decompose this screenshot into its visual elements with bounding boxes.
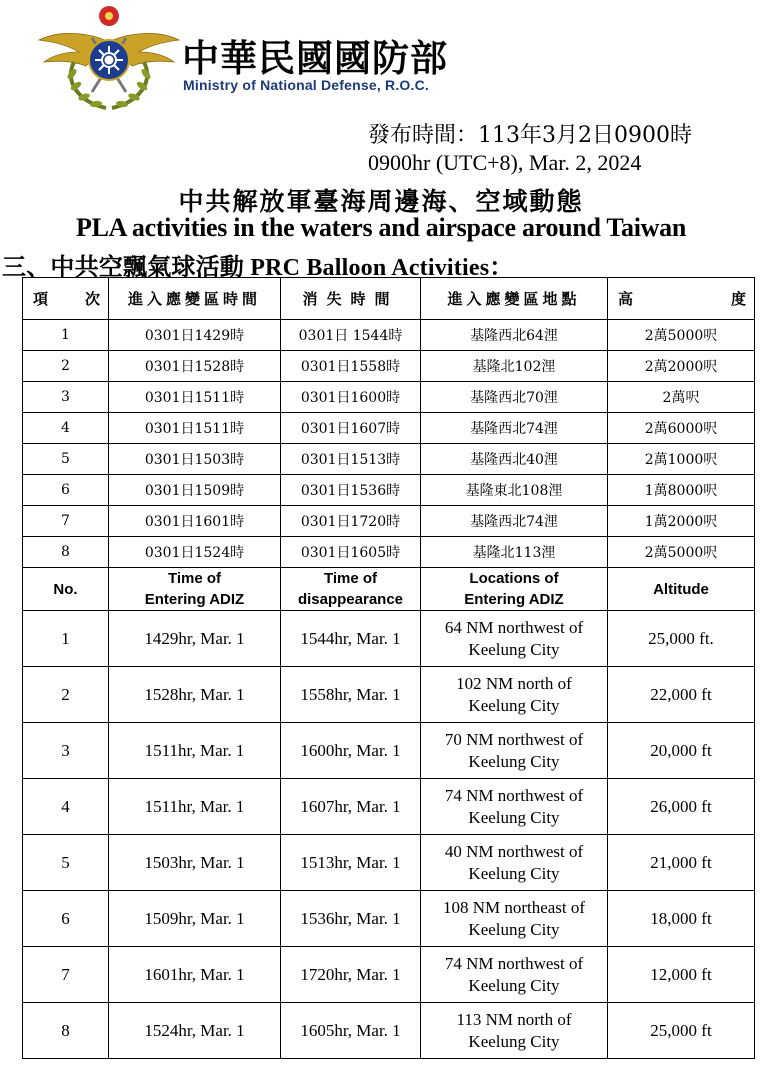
cell-disappear-time: 0301日1605時 <box>281 537 421 568</box>
cell-location: 基隆西北74浬 <box>421 413 608 444</box>
location-line-2: Keelung City <box>468 919 560 939</box>
cell-altitude: 2萬5000呎 <box>608 320 755 351</box>
table-row <box>23 413 755 444</box>
header-entry-time: 進入應變區時間 <box>109 278 281 320</box>
cell-disappear-time: 1544hr, Mar. 1 <box>281 611 421 667</box>
cell-no: 3 <box>23 382 109 413</box>
section-title: 三、中共空飄氣球活動 PRC Balloon Activities： <box>2 255 514 281</box>
page-title-chinese: 中共解放軍臺海周邊海、空域動態 <box>178 187 584 216</box>
table-row <box>23 667 755 723</box>
cell-entry-time: 0301日1524時 <box>109 537 281 568</box>
location-line-2: Keelung City <box>468 751 560 771</box>
header-altitude-en: Altitude <box>608 568 755 611</box>
cell-no: 3 <box>23 723 109 779</box>
cell-altitude: 2萬1000呎 <box>608 444 755 475</box>
cell-entry-time: 0301日1601時 <box>109 506 281 537</box>
cell-entry-time: 0301日1511時 <box>109 382 281 413</box>
cell-altitude: 25,000 ft <box>608 1003 755 1059</box>
cell-disappear-time: 0301日1600時 <box>281 382 421 413</box>
cell-altitude: 25,000 ft. <box>608 611 755 667</box>
cell-no: 5 <box>23 444 109 475</box>
table-header-english <box>23 568 755 611</box>
header-locations: Locations of Entering ADIZ <box>421 568 608 611</box>
cell-altitude: 20,000 ft <box>608 723 755 779</box>
table-row <box>23 475 755 506</box>
cell-disappear-time: 1600hr, Mar. 1 <box>281 723 421 779</box>
cell-entry-time: 1524hr, Mar. 1 <box>109 1003 281 1059</box>
header-no: No. <box>23 568 109 611</box>
cell-altitude: 1萬2000呎 <box>608 506 755 537</box>
location-line-1: 108 NM northeast of <box>442 897 586 917</box>
cell-no: 4 <box>23 413 109 444</box>
header-altitude: 高 度 <box>608 278 755 320</box>
header-item-no: 項 次 <box>23 278 109 320</box>
cell-location: 基隆西北64浬 <box>421 320 608 351</box>
location-line-1: 70 NM northwest of <box>444 729 584 749</box>
cell-altitude: 26,000 ft <box>608 779 755 835</box>
table-row <box>23 1003 755 1059</box>
cell-location: 基隆北113浬 <box>421 537 608 568</box>
cell-altitude: 12,000 ft <box>608 947 755 1003</box>
cell-location <box>421 779 608 835</box>
cell-location <box>421 947 608 1003</box>
cell-no: 6 <box>23 891 109 947</box>
location-line-2: Keelung City <box>468 1031 560 1051</box>
location-line-1: 64 NM northwest of <box>444 617 584 637</box>
cell-disappear-time: 1536hr, Mar. 1 <box>281 891 421 947</box>
mnd-emblem-logo <box>34 2 184 114</box>
cell-altitude: 2萬6000呎 <box>608 413 755 444</box>
cell-disappear-time: 0301日1558時 <box>281 351 421 382</box>
release-time-chinese: 發布時間：113年3月2日0900時 <box>368 123 692 148</box>
cell-disappear-time: 1513hr, Mar. 1 <box>281 835 421 891</box>
cell-altitude: 2萬呎 <box>608 382 755 413</box>
cell-location <box>421 1003 608 1059</box>
cell-entry-time: 1601hr, Mar. 1 <box>109 947 281 1003</box>
release-time-english: 0900hr (UTC+8), Mar. 2, 2024 <box>368 150 642 175</box>
cell-entry-time: 0301日1511時 <box>109 413 281 444</box>
table-row <box>23 537 755 568</box>
cell-altitude: 1萬8000呎 <box>608 475 755 506</box>
location-line-2: Keelung City <box>468 695 560 715</box>
cell-altitude: 2萬2000呎 <box>608 351 755 382</box>
table-row <box>23 611 755 667</box>
cell-entry-time: 1509hr, Mar. 1 <box>109 891 281 947</box>
cell-no: 2 <box>23 351 109 382</box>
table-header-chinese <box>23 278 755 320</box>
cell-location: 基隆北102浬 <box>421 351 608 382</box>
cell-location: 基隆西北70浬 <box>421 382 608 413</box>
cell-entry-time: 1429hr, Mar. 1 <box>109 611 281 667</box>
table-row <box>23 320 755 351</box>
location-line-1: 102 NM north of <box>456 673 572 693</box>
cell-entry-time: 1503hr, Mar. 1 <box>109 835 281 891</box>
cell-disappear-time: 0301日1720時 <box>281 506 421 537</box>
balloon-activities-table <box>22 277 755 1059</box>
cell-entry-time: 0301日1509時 <box>109 475 281 506</box>
cell-entry-time: 1528hr, Mar. 1 <box>109 667 281 723</box>
cell-altitude: 2萬5000呎 <box>608 537 755 568</box>
cell-no: 4 <box>23 779 109 835</box>
cell-no: 7 <box>23 506 109 537</box>
cell-location: 基隆東北108浬 <box>421 475 608 506</box>
page-title-english: PLA activities in the waters and airspace around Taiwan <box>76 213 686 242</box>
location-line-1: 74 NM northwest of <box>444 953 584 973</box>
cell-altitude: 21,000 ft <box>608 835 755 891</box>
cell-no: 6 <box>23 475 109 506</box>
cell-no: 7 <box>23 947 109 1003</box>
location-line-2: Keelung City <box>468 975 560 995</box>
cell-no: 1 <box>23 320 109 351</box>
cell-no: 1 <box>23 611 109 667</box>
cell-disappear-time: 1605hr, Mar. 1 <box>281 1003 421 1059</box>
cell-location <box>421 723 608 779</box>
header-time-of-entering: Time of Entering ADIZ <box>109 568 281 611</box>
table-row <box>23 506 755 537</box>
cell-entry-time: 0301日1503時 <box>109 444 281 475</box>
header-entry-location: 進入應變區地點 <box>421 278 608 320</box>
table-row <box>23 835 755 891</box>
table-row <box>23 444 755 475</box>
header-time-of-disappearance: Time of disappearance <box>281 568 421 611</box>
cell-disappear-time: 1607hr, Mar. 1 <box>281 779 421 835</box>
cell-entry-time: 1511hr, Mar. 1 <box>109 779 281 835</box>
cell-location <box>421 667 608 723</box>
cell-disappear-time: 1558hr, Mar. 1 <box>281 667 421 723</box>
cell-location <box>421 835 608 891</box>
cell-no: 8 <box>23 537 109 568</box>
cell-location: 基隆西北40浬 <box>421 444 608 475</box>
cell-disappear-time: 0301日 1544時 <box>281 320 421 351</box>
cell-no: 2 <box>23 667 109 723</box>
table-row <box>23 947 755 1003</box>
table-row <box>23 351 755 382</box>
cell-disappear-time: 0301日1607時 <box>281 413 421 444</box>
cell-altitude: 18,000 ft <box>608 891 755 947</box>
cell-location: 基隆西北74浬 <box>421 506 608 537</box>
cell-no: 8 <box>23 1003 109 1059</box>
location-line-1: 113 NM north of <box>456 1009 572 1029</box>
org-name-chinese: 中華民國國防部 <box>182 37 448 80</box>
location-line-1: 40 NM northwest of <box>444 841 584 861</box>
cell-entry-time: 0301日1528時 <box>109 351 281 382</box>
cell-location <box>421 611 608 667</box>
cell-disappear-time: 0301日1513時 <box>281 444 421 475</box>
table-row <box>23 382 755 413</box>
cell-entry-time: 1511hr, Mar. 1 <box>109 723 281 779</box>
location-line-1: 74 NM northwest of <box>444 785 584 805</box>
table-row <box>23 891 755 947</box>
location-line-2: Keelung City <box>468 807 560 827</box>
table-row <box>23 779 755 835</box>
location-line-2: Keelung City <box>468 639 560 659</box>
location-line-2: Keelung City <box>468 863 560 883</box>
cell-disappear-time: 0301日1536時 <box>281 475 421 506</box>
org-name-english: Ministry of National Defense, R.O.C. <box>183 77 430 93</box>
cell-no: 5 <box>23 835 109 891</box>
header-disappear-time: 消失時間 <box>281 278 421 320</box>
cell-location <box>421 891 608 947</box>
table-row <box>23 723 755 779</box>
cell-entry-time: 0301日1429時 <box>109 320 281 351</box>
cell-disappear-time: 1720hr, Mar. 1 <box>281 947 421 1003</box>
cell-altitude: 22,000 ft <box>608 667 755 723</box>
